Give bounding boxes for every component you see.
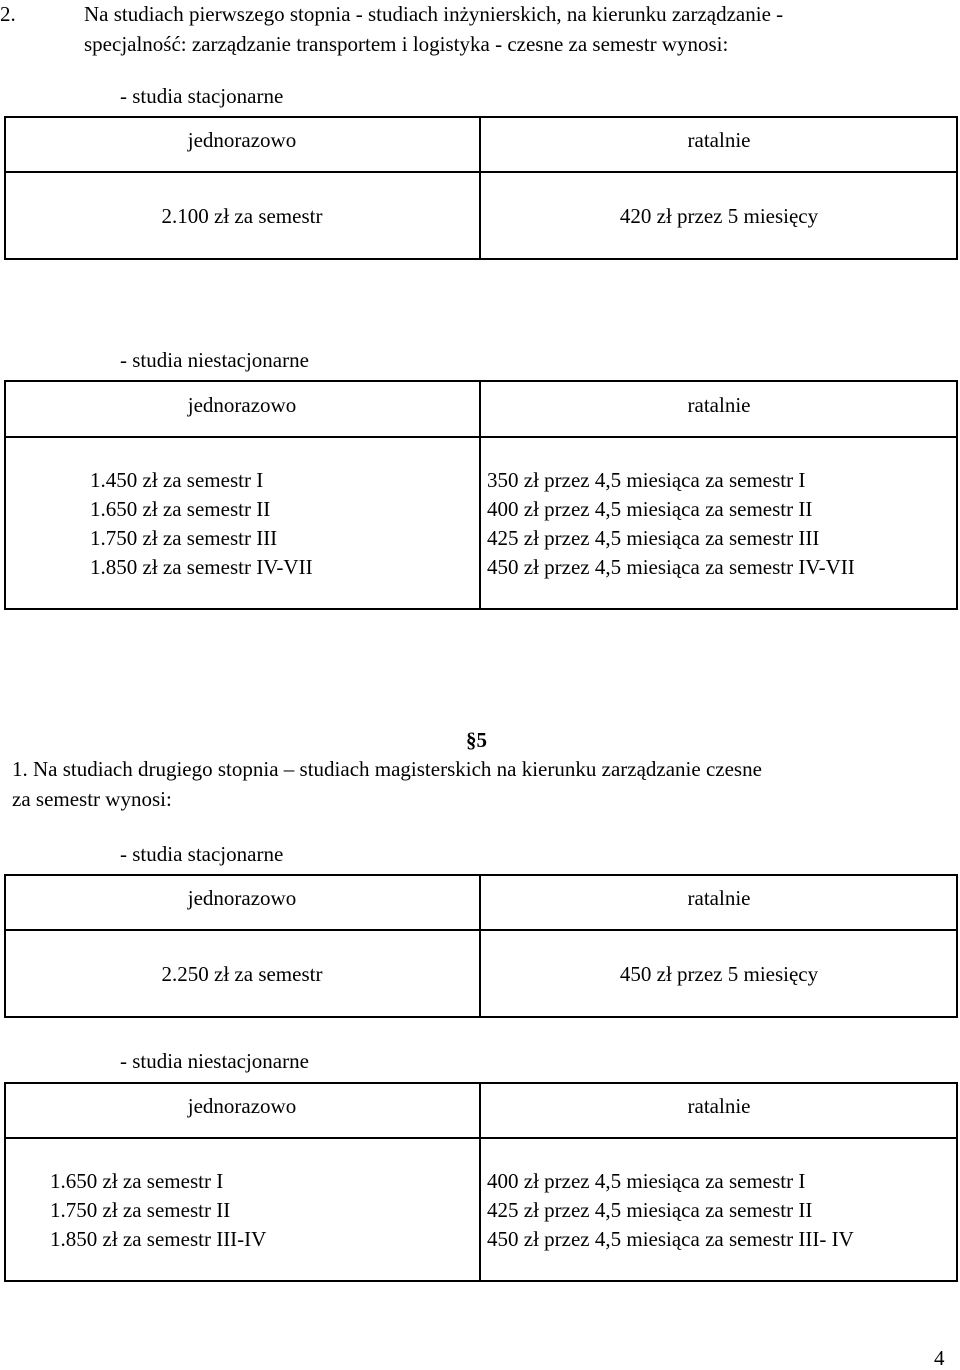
s2-parttime-install-list (487, 1167, 854, 1254)
page-number: 4 (934, 1346, 945, 1370)
s1-parttime-col-install: ratalnie (687, 393, 751, 417)
s1-stationary-col-install: ratalnie (687, 128, 751, 152)
list-item: 1.850 zł za semestr III-IV (50, 1227, 267, 1251)
s1-parttime-col-once: jednorazowo (187, 393, 297, 417)
s1-parttime-once-list (90, 466, 313, 582)
s1-parttime-install-list (487, 466, 855, 582)
section1-heading-line1: Na studiach pierwszego stopnia - studiach inżynierskich, na kierunku zarządzanie - (84, 2, 784, 26)
s2-parttime-col-install: ratalnie (687, 1094, 751, 1118)
section1-heading-line2: specjalność: zarządzanie transportem i logistyka - czesne za semestr wynosi: (84, 32, 729, 56)
s1-stationary-label: - studia stacjonarne (120, 84, 284, 108)
s2-parttime-col-once: jednorazowo (187, 1094, 297, 1118)
section1-number: 2. (0, 2, 16, 26)
s1-stationary-col-once: jednorazowo (187, 128, 297, 152)
s2-stationary-label: - studia stacjonarne (120, 842, 284, 866)
s2-parttime-once-list (50, 1167, 266, 1254)
paragraph-mark: §5 (466, 728, 487, 752)
list-item: 425 zł przez 4,5 miesiąca za semestr II (487, 1198, 813, 1222)
section2-heading-line2: za semestr wynosi: (12, 787, 172, 811)
list-item: 1.750 zł za semestr III (90, 526, 278, 550)
list-item: 450 zł przez 4,5 miesiąca za semestr IV-VII (487, 555, 855, 579)
s2-stationary-col-install: ratalnie (687, 886, 751, 910)
list-item: 1.450 zł za semestr I (90, 468, 264, 492)
s2-stationary-val-once: 2.250 zł za semestr (161, 962, 323, 986)
s2-stationary-header-rule (4, 929, 958, 931)
s1-stationary-val-install: 420 zł przez 5 miesięcy (619, 204, 819, 228)
list-item: 1.650 zł za semestr II (90, 497, 271, 521)
s2-parttime-header-rule (4, 1137, 958, 1139)
list-item: 400 zł przez 4,5 miesiąca za semestr II (487, 497, 813, 521)
list-item: 1.850 zł za semestr IV-VII (90, 555, 313, 579)
section2-heading-line1: 1. Na studiach drugiego stopnia – studiach magisterskich na kierunku zarządzanie czesne (12, 757, 762, 781)
s1-parttime-label: - studia niestacjonarne (120, 348, 309, 372)
list-item: 350 zł przez 4,5 miesiąca za semestr I (487, 468, 806, 492)
list-item: 1.650 zł za semestr I (50, 1169, 224, 1193)
list-item: 400 zł przez 4,5 miesiąca za semestr I (487, 1169, 806, 1193)
list-item: 425 zł przez 4,5 miesiąca za semestr III (487, 526, 820, 550)
list-item: 1.750 zł za semestr II (50, 1198, 231, 1222)
s2-parttime-label: - studia niestacjonarne (120, 1049, 309, 1073)
s1-stationary-val-once: 2.100 zł za semestr (161, 204, 323, 228)
s1-parttime-header-rule (4, 436, 958, 438)
s2-stationary-val-install: 450 zł przez 5 miesięcy (619, 962, 819, 986)
s1-stationary-header-rule (4, 171, 958, 173)
s2-stationary-col-once: jednorazowo (187, 886, 297, 910)
list-item: 450 zł przez 4,5 miesiąca za semestr III- IV (487, 1227, 854, 1251)
